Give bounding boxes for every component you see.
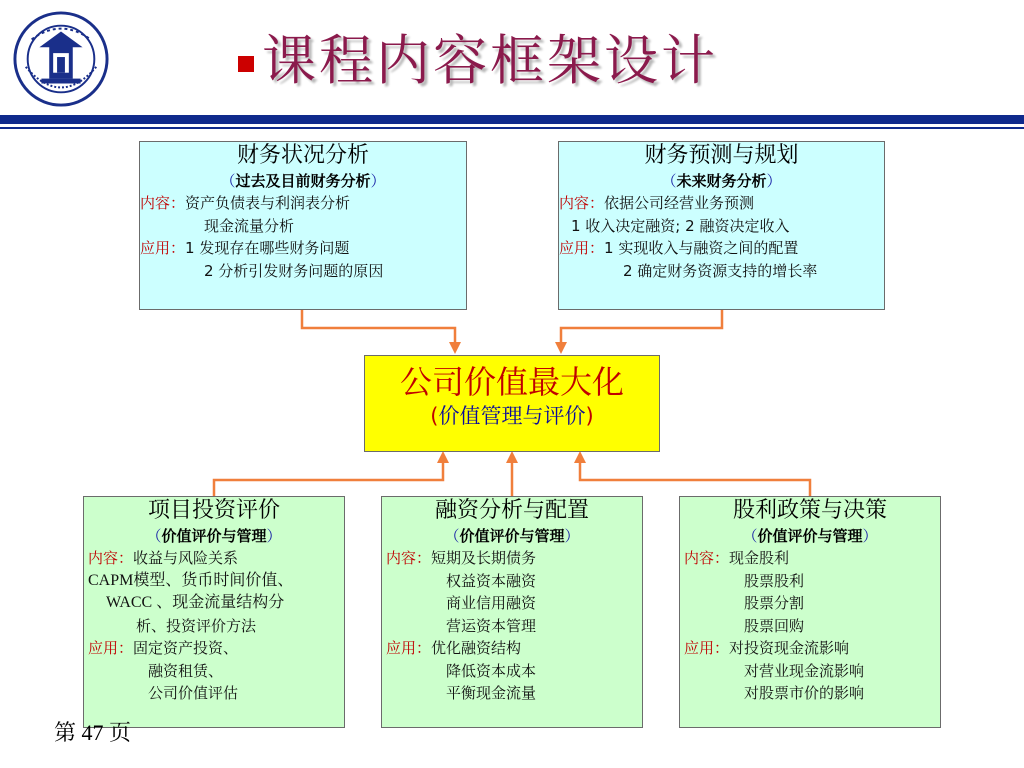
content-label: 内容： [559, 194, 605, 212]
box-subtitle: （价值评价与管理） [444, 527, 580, 545]
apply-label: 应用： [88, 639, 134, 657]
apply-row [680, 682, 940, 705]
content-line: 析、投资评价方法 [136, 616, 257, 635]
apply-line: 固定资产投资、 [133, 639, 239, 657]
box-subtitle: （价值评价与管理） [146, 527, 282, 545]
content-line: 股票分割 [744, 594, 805, 612]
apply-row [559, 237, 884, 260]
page-number-value: 47 [81, 720, 104, 745]
apply-line: 1 实现收入与融资之间的配置 [604, 239, 799, 257]
content-line: 资产负债表与利润表分析 [185, 194, 351, 212]
apply-line: 2 确定财务资源支持的增长率 [623, 261, 818, 280]
content-row [84, 615, 344, 638]
apply-line: 1 发现存在哪些财务问题 [185, 239, 350, 257]
apply-line: 优化融资结构 [431, 639, 522, 657]
content-line: 现金流量分析 [204, 216, 295, 235]
content-line: 1 收入决定融资; 2 融资决定收入 [571, 216, 790, 235]
content-line: 依据公司经营业务预测 [604, 194, 755, 212]
apply-label: 应用： [559, 239, 605, 257]
content-line: 权益资本融资 [446, 571, 537, 590]
box-center-value [364, 355, 660, 452]
apply-line: 平衡现金流量 [446, 684, 537, 702]
content-row [84, 547, 344, 570]
arrow-dividend-to-center [580, 457, 810, 496]
box-financing [381, 496, 643, 728]
box-title: 财务预测与规划 [644, 143, 799, 168]
box-title: 项目投资评价 [147, 498, 280, 523]
apply-label: 应用： [684, 639, 730, 657]
center-title: 公司价值最大化 [399, 363, 624, 401]
arrow-forecast-to-center [561, 310, 722, 348]
page-prefix: 第 [54, 720, 77, 745]
content-label: 内容： [386, 549, 432, 567]
content-line: 股票股利 [744, 571, 805, 590]
content-row [140, 192, 466, 215]
box-financial-analysis [139, 141, 467, 310]
apply-row [382, 682, 642, 705]
box-title: 财务状况分析 [236, 143, 369, 168]
content-line: CAPM模型、货币时间价值、 [88, 571, 294, 589]
content-row [84, 570, 344, 593]
apply-line: 降低资本成本 [446, 661, 537, 680]
apply-row [559, 260, 884, 283]
apply-line: 对投资现金流影响 [729, 639, 850, 657]
apply-row [680, 637, 940, 660]
content-label: 内容： [684, 549, 730, 567]
content-row [680, 570, 940, 593]
apply-row [382, 660, 642, 683]
content-line: 短期及长期债务 [431, 549, 537, 567]
content-line: 现金股利 [729, 549, 790, 567]
content-row [559, 192, 884, 215]
apply-line: 2 分析引发财务问题的原因 [204, 261, 384, 280]
content-label: 内容： [140, 194, 186, 212]
content-row [382, 592, 642, 615]
apply-row [680, 660, 940, 683]
apply-line: 对营业现金流影响 [744, 661, 865, 680]
arrow-analysis-to-center [302, 310, 455, 348]
box-title: 股利政策与决策 [732, 498, 887, 523]
content-row [382, 547, 642, 570]
box-subtitle: （过去及目前财务分析） [220, 172, 386, 190]
apply-row [84, 660, 344, 683]
apply-line: 对股票市价的影响 [744, 684, 865, 702]
slide-title-text: 课程内容框架设计 [262, 29, 718, 92]
content-row [382, 615, 642, 638]
content-line: 收益与风险关系 [133, 549, 239, 567]
box-dividend [679, 496, 941, 728]
content-line: 股票回购 [744, 616, 805, 635]
content-row [140, 215, 466, 238]
content-row [84, 592, 344, 615]
box-financial-forecast [558, 141, 885, 310]
apply-row [84, 637, 344, 660]
content-row [559, 215, 884, 238]
apply-label: 应用： [386, 639, 432, 657]
page-suffix: 页 [109, 720, 132, 745]
content-label: 内容： [88, 549, 134, 567]
box-subtitle: （价值评价与管理） [742, 527, 878, 545]
apply-row [140, 260, 466, 283]
center-subtitle: (价值管理与评价) [430, 404, 594, 428]
apply-line: 公司价值评估 [148, 684, 239, 702]
content-line: 营运资本管理 [446, 616, 537, 635]
apply-row [140, 237, 466, 260]
arrow-investment-to-center [214, 457, 443, 496]
content-row [382, 570, 642, 593]
apply-line: 融资租赁、 [148, 661, 224, 680]
content-row [680, 547, 940, 570]
box-subtitle: （未来财务分析） [661, 172, 782, 190]
apply-row [84, 682, 344, 705]
apply-row [382, 637, 642, 660]
box-title: 融资分析与配置 [434, 498, 589, 523]
content-row [680, 592, 940, 615]
content-line: WACC 、现金流量结构分 [106, 594, 285, 611]
box-project-investment [83, 496, 345, 728]
content-line: 商业信用融资 [446, 594, 537, 612]
content-row [680, 615, 940, 638]
page-number [54, 716, 131, 747]
apply-label: 应用： [140, 239, 186, 257]
